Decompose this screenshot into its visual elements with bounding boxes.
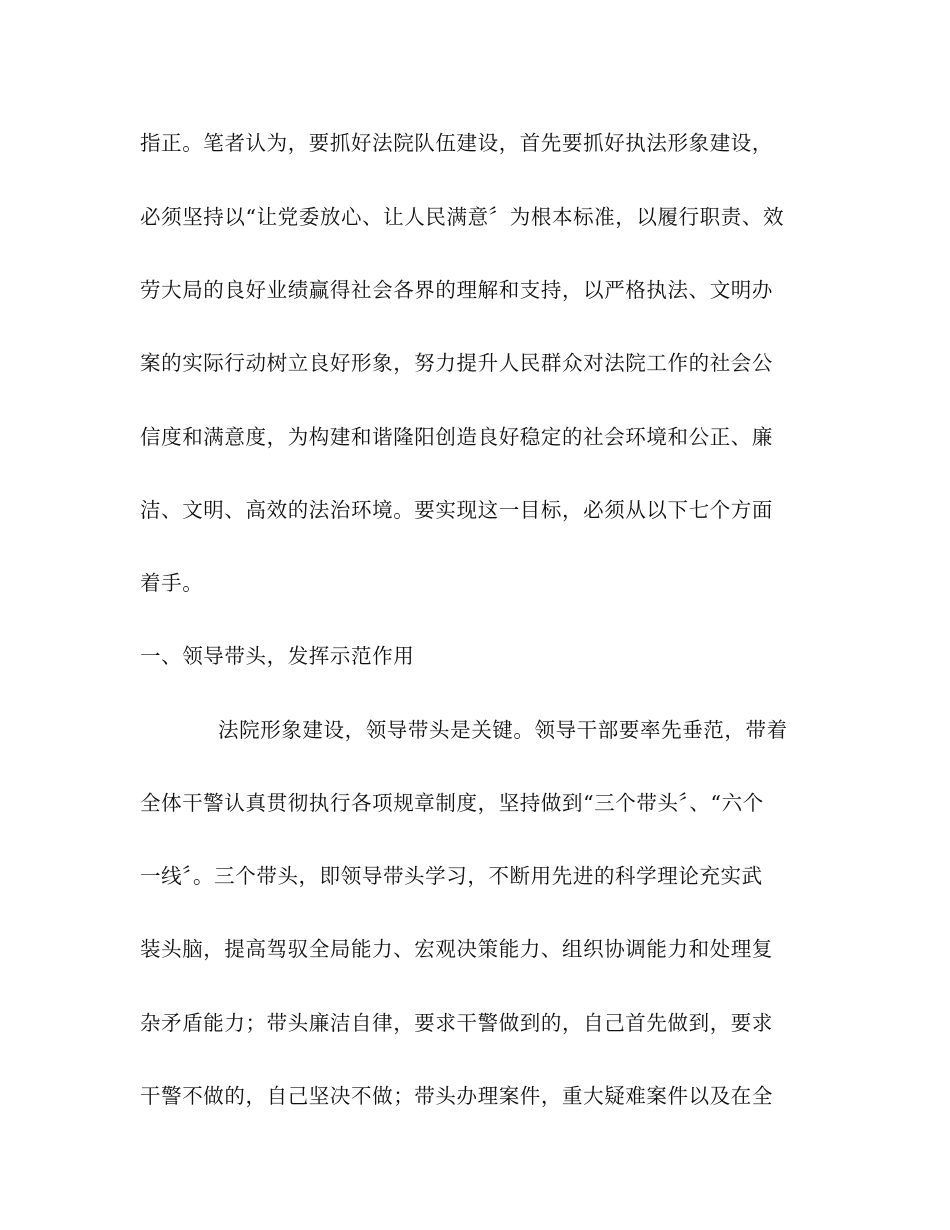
paragraph-line-5: 信度和满意度，为构建和谐隆阳创造良好稳定的社会环境和公正、廉 (140, 425, 773, 449)
paragraph-line-11: 装头脑，提高驾驭全局能力、宏观决策能力、组织协调能力和处理复 (140, 937, 773, 961)
paragraph-line-7: 着手。 (140, 571, 204, 595)
paragraph-line-9: 全体干警认真贯彻执行各项规章制度，坚持做到“三个带头〞、“六个 (140, 791, 764, 815)
paragraph-line-8: 法院形象建设，领导带头是关键。领导干部要率先垂范，带着 (218, 718, 788, 742)
paragraph-line-10: 一线〞。三个带头，即领导带头学习，不断用先进的科学理论充实武 (140, 864, 763, 888)
paragraph-line-12: 杂矛盾能力；带头廉洁自律，要求干警做到的，自己首先做到，要求 (140, 1011, 773, 1035)
section-heading: 一、领导带头，发挥示范作用 (140, 644, 415, 668)
paragraph-line-13: 干警不做的，自己坚决不做；带头办理案件，重大疑难案件以及在全 (140, 1084, 773, 1108)
paragraph-line-4: 案的实际行动树立良好形象，努力提升人民群众对法院工作的社会公 (140, 351, 773, 375)
paragraph-line-6: 洁、文明、高效的法治环境。要实现这一目标，必须从以下七个方面 (140, 498, 773, 522)
paragraph-line-1: 指正。笔者认为，要抓好法院队伍建设，首先要抓好执法形象建设， (140, 131, 773, 155)
paragraph-line-2: 必须坚持以“让党委放心、让人民满意〞为根本标准，以履行职责、效 (140, 205, 785, 229)
paragraph-line-3: 劳大局的良好业绩赢得社会各界的理解和支持，以严格执法、文明办 (140, 278, 773, 302)
